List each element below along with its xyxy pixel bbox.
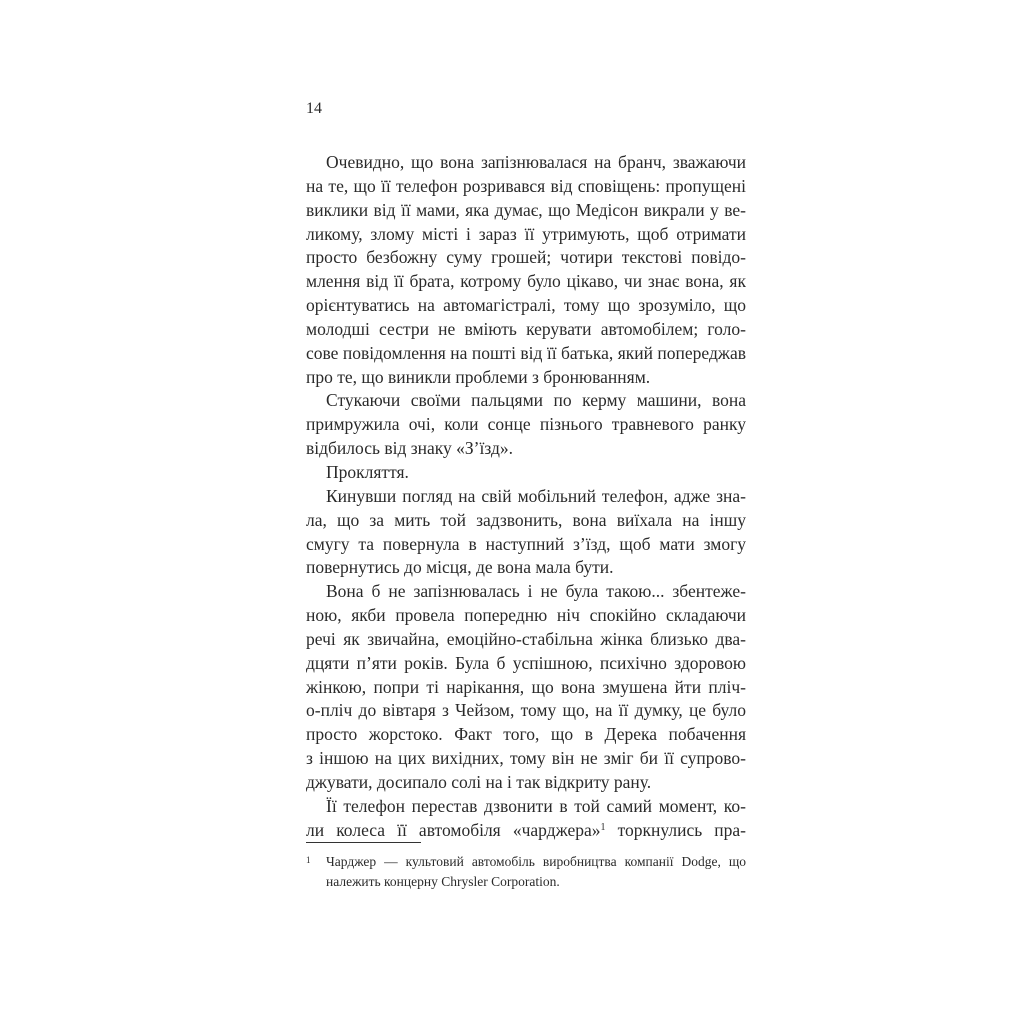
text-line: Її телефон перестав дзвонити в той самий момент, ко- — [326, 795, 746, 816]
text-line: орієнтуватись на автомагістралі, тому що зрозуміло, що — [306, 295, 746, 316]
text-line: Очевидно, що вона запізнювалася на бранч, зважаючи — [326, 152, 746, 172]
text-line: Прокляття. — [326, 461, 409, 482]
body-text — [306, 151, 746, 842]
text-line: о-пліч до вівтаря з Чейзом, тому що, на її думку, це було — [306, 700, 746, 721]
text-line: Стукаючи своїми пальцями по керму машини, вона — [326, 390, 746, 411]
text-line: відбилось від знаку «З’їзд». — [306, 438, 514, 459]
text-line: жінкою, попри ті нарікання, що вона змушена йти пліч- — [306, 676, 746, 697]
text-line: млення від її брата, котрому було цікаво, чи знає вона, як — [306, 271, 746, 292]
footnote — [306, 852, 746, 892]
text-line: сове повідомлення на пошті від її батька, який попереджав — [306, 342, 746, 363]
line-text: ли колеса її автомобіля «чарджера» — [306, 819, 601, 840]
text-line: речі як звичайна, емоційно-стабільна жінка близько два- — [306, 628, 746, 649]
text-line: ликому, злому місті і зараз її утримують, щоб отримати — [306, 223, 746, 244]
text-line: з іншою на цих вихідних, тому він не зміг би її супрово- — [306, 748, 746, 769]
page-number: 14 — [306, 100, 322, 117]
text-line — [306, 819, 746, 843]
text-line: виклики від її мами, яка думає, що Медісон викрали у ве- — [306, 199, 746, 220]
footnote-divider — [306, 842, 421, 843]
text-line: Кинувши погляд на свій мобільний телефон, адже зна- — [326, 485, 746, 506]
footnote-number: 1 — [306, 855, 311, 865]
text-line: про те, що виникли проблеми з бронюванням. — [306, 366, 651, 387]
text-line: просто жорстоко. Факт того, що в Дерека побачення — [306, 724, 746, 745]
text-line: повернутись до місця, де вона мала бути. — [306, 557, 614, 578]
text-line: на те, що її телефон розривався від сповіщень: пропущені — [306, 175, 746, 196]
line-text: торкнулись пра- — [605, 819, 747, 840]
text-line: просто безбожну суму грошей; чотири текстові повідо- — [306, 247, 746, 268]
text-line: примружила очі, коли сонце пізнього травневого ранку — [306, 414, 746, 435]
text-line: дцяти п’яти років. Була б успішною, психічно здоровою — [306, 652, 746, 673]
text-line: джувати, досипало солі на і так відкриту рану. — [306, 771, 652, 792]
text-line: ла, що за мить той задзвонить, вона виїхала на іншу — [306, 509, 746, 530]
text-line: смугу та повернула в наступний з’їзд, щоб мати змогу — [306, 533, 746, 554]
text-line: молодші сестри не вміють керувати автомобілем; голо- — [306, 318, 746, 339]
footnote-line: належить концерну Chrysler Corporation. — [326, 874, 560, 889]
footnote-line: Чарджер — культовий автомобіль виробництва компанії Dodge, що — [326, 854, 746, 869]
text-line: ною, якби провела попередню ніч спокійно складаючи — [306, 605, 746, 626]
text-line: Вона б не запізнювалась і не була такою... збентеже- — [326, 581, 746, 602]
footnote-ref[interactable]: 1 — [600, 821, 606, 833]
